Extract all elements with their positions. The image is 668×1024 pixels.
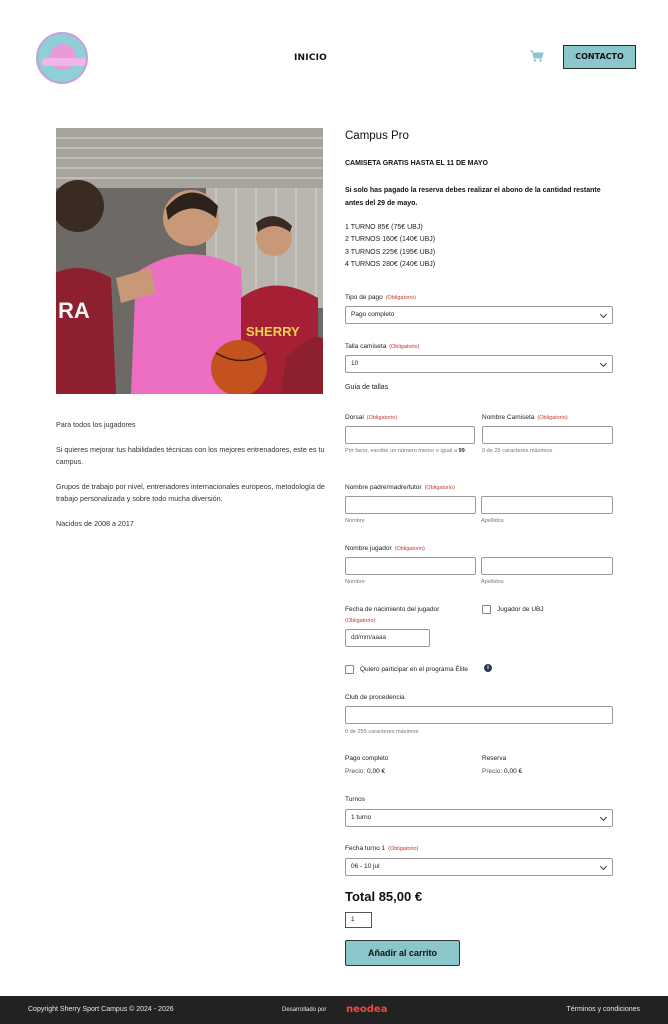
shirt-size-label (345, 343, 419, 350)
price-value: 0,00 € (504, 768, 523, 775)
birth-date-label: Fecha de nacimiento del jugador (345, 606, 440, 613)
footer-developer-logo[interactable]: neodea (346, 1004, 388, 1015)
full-payment-label: Pago completo (345, 755, 389, 762)
size-guide-link[interactable]: Guía de tallas (345, 384, 389, 391)
elite-label: Quiero participar en el programa Élite (360, 666, 469, 673)
price-value: 0,00 € (367, 768, 386, 775)
site-header (0, 0, 668, 110)
shirt-name-hint: 0 de 25 caracteres máximos (482, 448, 553, 454)
info-icon[interactable]: i (484, 664, 492, 672)
logo-ball-shape (50, 44, 76, 70)
turn-price-item: 2 TURNOS 160€ (140€ UBJ) (345, 236, 436, 244)
elite-checkbox[interactable] (345, 665, 354, 674)
chevron-down-icon (600, 360, 607, 367)
required-tag: (Obligatorio) (394, 546, 425, 552)
payment-type-value: Pago completo (351, 311, 395, 318)
club-label: Club de procedencia (345, 694, 405, 701)
logo-band-shape (42, 58, 86, 66)
required-tag: (Obligatorio) (537, 415, 568, 421)
birth-date-required (345, 617, 375, 624)
site-footer (0, 996, 668, 1024)
footer-terms-link[interactable]: Términos y condiciones (566, 1006, 640, 1013)
turn-prices-list (345, 222, 435, 272)
nav-link-inicio[interactable]: INICIO (294, 53, 328, 63)
required-tag: (Obligatorio) (345, 618, 376, 624)
payment-type-label-text: Tipo de pago (345, 294, 383, 301)
player-first-name-hint: Nombre (345, 579, 365, 585)
quantity-input[interactable]: 1 (345, 912, 372, 928)
payment-type-select[interactable] (345, 306, 613, 324)
description-paragraph: Si quieres mejorar tus habilidades técnicas con los mejores entrenadores, este es tu campus. (56, 444, 325, 466)
dorsal-hint-text: Por favor, escribe un número menor o igual a (345, 448, 459, 454)
club-input[interactable] (345, 706, 613, 724)
required-tag: (Obligatorio) (424, 485, 455, 491)
svg-text:SHERRY: SHERRY (246, 324, 300, 339)
shirt-name-input[interactable] (482, 426, 613, 444)
chevron-down-icon (600, 311, 607, 318)
site-logo[interactable] (36, 32, 88, 84)
ubj-player-checkbox[interactable] (482, 605, 491, 614)
description-paragraph: Para todos los jugadores (56, 420, 136, 429)
turn-price-item: 3 TURNOS 225€ (195€ UBJ) (345, 248, 436, 256)
shirt-name-label (482, 414, 568, 421)
price-label: Precio: (482, 768, 503, 775)
player-name-label (345, 545, 425, 552)
parent-name-label-text: Nombre padre/madre/tutor (345, 484, 422, 491)
shirt-size-value: 10 (351, 360, 359, 367)
add-to-cart-button[interactable]: Añadir al carrito (345, 940, 460, 966)
required-tag: (Obligatorio) (385, 295, 416, 301)
dorsal-hint-suffix: . (464, 448, 467, 454)
contact-button[interactable]: CONTACTO (563, 45, 636, 69)
payment-type-label (345, 294, 416, 301)
player-last-name-input[interactable] (481, 557, 613, 575)
turn-price-item: 4 TURNOS 280€ (240€ UBJ) (345, 261, 436, 269)
ubj-player-label: Jugador de UBJ (497, 606, 544, 613)
full-payment-price (345, 768, 385, 775)
club-hint: 0 de 255 caracteres máximos (345, 729, 419, 735)
required-tag: (Obligatorio) (389, 344, 420, 350)
footer-developed-by: Desarrollado por (282, 1007, 327, 1013)
dorsal-hint (345, 447, 470, 456)
parent-last-name-hint: Apellidos (481, 518, 504, 524)
player-name-label-text: Nombre jugador (345, 545, 392, 552)
svg-text:RA: RA (58, 298, 90, 323)
required-tag: (Obligatorio) (366, 415, 398, 421)
chevron-down-icon (600, 863, 607, 870)
footer-copyright: Copyright Sherry Sport Campus © 2024 - 2026 (28, 1006, 174, 1013)
turn-date-value: 06 - 10 jul (351, 863, 380, 870)
reservation-label: Reserva (482, 755, 507, 762)
description-paragraph: Grupos de trabajo por nivel, entrenadores internacionales europeos, metodología de trabajo personalizada y sobre todo mucha diversión. (56, 481, 325, 503)
turns-label: Turnos (345, 796, 365, 803)
description-paragraph: Nacidos de 2008 a 2017 (56, 518, 134, 528)
turn-date-label-text: Fecha turno 1 (345, 845, 386, 852)
product-photo (56, 128, 323, 394)
turn-date-select[interactable] (345, 858, 613, 876)
dorsal-input[interactable] (345, 426, 475, 444)
price-label: Precio: (345, 768, 366, 775)
player-last-name-hint: Apellidos (481, 579, 504, 585)
chevron-down-icon (600, 814, 607, 821)
dorsal-label (345, 414, 397, 421)
product-description (56, 419, 326, 542)
turns-value: 1 turno (351, 814, 372, 821)
parent-name-label (345, 484, 455, 491)
parent-last-name-input[interactable] (481, 496, 613, 514)
parent-first-name-hint: Nombre (345, 518, 365, 524)
shirt-name-label-text: Nombre Camiseta (482, 414, 535, 421)
product-title: Campus Pro (345, 130, 409, 142)
shirt-size-label-text: Talla camiseta (345, 343, 387, 350)
turn-price-item: 1 TURNO 85€ (75€ UBJ) (345, 224, 423, 231)
shirt-size-select[interactable] (345, 355, 613, 373)
payment-note: Si solo has pagado la reserva debes realizar el abono de la cantidad restante antes del 29 de mayo. (345, 187, 601, 207)
dorsal-label-text: Dorsal (345, 414, 364, 421)
total-price: Total 85,00 € (345, 889, 423, 904)
required-tag: (Obligatorio) (388, 846, 419, 852)
cart-icon[interactable] (530, 50, 544, 62)
parent-first-name-input[interactable] (345, 496, 476, 514)
birth-date-input[interactable]: dd/mm/aaaa (345, 629, 430, 647)
reservation-price (482, 768, 522, 775)
player-first-name-input[interactable] (345, 557, 476, 575)
turns-select[interactable] (345, 809, 613, 827)
dorsal-hint-max: 99 (458, 448, 465, 454)
promo-text: CAMISETA GRATIS HASTA EL 11 DE MAYO (345, 160, 489, 167)
turn-date-label (345, 845, 418, 852)
